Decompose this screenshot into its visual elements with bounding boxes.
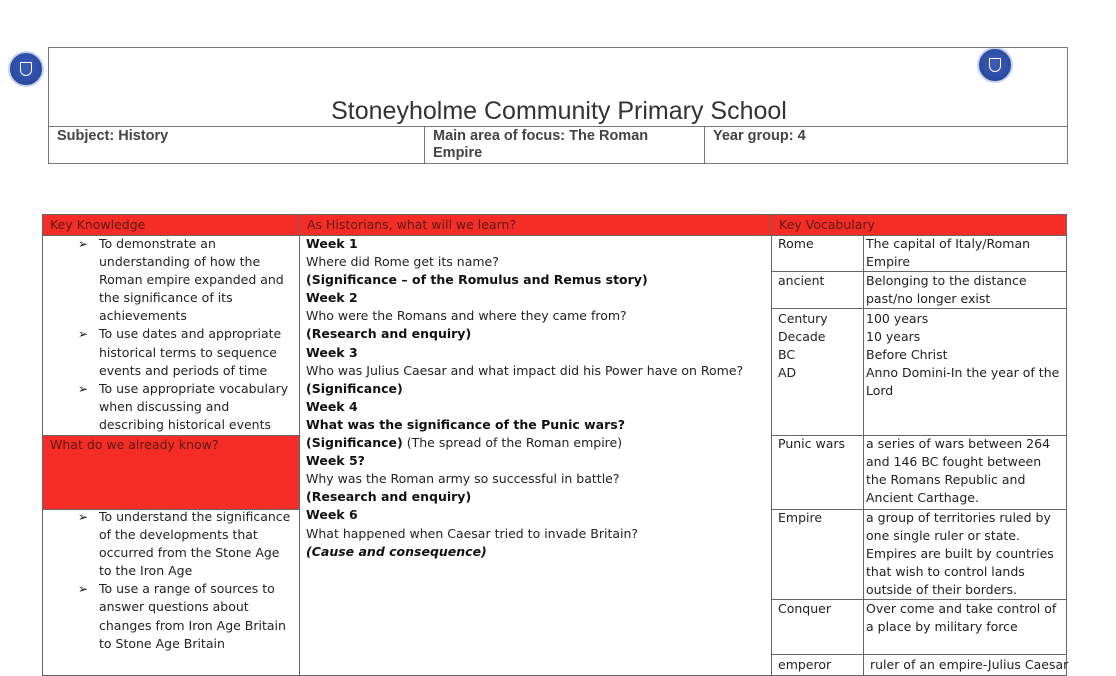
lesson-focus: (Research and enquiry) — [306, 489, 472, 505]
lesson-question: What was the significance of the Punic wars? — [306, 416, 625, 432]
lesson-question: Where did Rome get its name? — [306, 254, 499, 270]
vocab-definition: The capital of Italy/Roman Empire — [866, 236, 1031, 270]
already-know-header-text: What do we already know? — [50, 437, 219, 452]
lesson-question: Who were the Romans and where they came from? — [306, 308, 627, 324]
vocab-definition: a group of territories ruled by one single ruler or state. Empires are built by countries that wish to control lands outside of their borders. — [866, 510, 1054, 598]
vocab-definition: 100 years — [866, 311, 929, 326]
info-row — [48, 126, 1068, 164]
key-vocabulary-header — [772, 215, 1066, 235]
list-item: ➢ To use dates and appropriate historical terms to sequence events and periods of time — [45, 325, 293, 379]
vocab-term: Rome — [778, 236, 814, 251]
lesson-question: Who was Julius Caesar and what impact did his Power have on Rome? — [306, 362, 744, 378]
week-label: Week 2 — [306, 290, 358, 306]
historians-header-text: As Historians, what will we learn? — [307, 217, 517, 232]
lessons-column — [306, 235, 776, 561]
lesson-focus: (Significance) — [306, 435, 403, 451]
list-item: ➢ To use appropriate vocabulary when discussing and describing historical events — [45, 380, 293, 434]
vocab-term: Decade — [778, 329, 826, 344]
lesson-focus: (Significance) — [306, 380, 403, 396]
already-know-header — [43, 435, 299, 509]
vocab-definition: ruler of an empire-Julius Caesar — [866, 657, 1069, 672]
vocab-term: ancient — [778, 273, 825, 288]
vocab-term: BC — [778, 347, 796, 362]
vocab-definition: a series of wars between 264 and 146 BC fought between the Romans Republic and Ancient Carthage. — [866, 436, 1051, 506]
vocab-definition: Belonging to the distance past/no longer exist — [866, 273, 1027, 307]
vocab-term: Conquer — [778, 601, 831, 616]
school-name: Stoneyholme Community Primary School — [331, 97, 787, 125]
list-item: ➢ To use a range of sources to answer questions about changes from Iron Age Britain to Stone Age Britain — [45, 580, 293, 652]
key-knowledge-header — [43, 215, 299, 235]
vocab-definition: 10 years — [866, 329, 921, 344]
week-label: Week 4 — [306, 398, 358, 414]
subject-cell: Subject: History — [57, 128, 169, 144]
col-divider-1 — [299, 215, 300, 675]
week-label: Week 1 — [306, 236, 358, 251]
col-divider-3 — [863, 235, 864, 675]
key-knowledge-header-text: Key Knowledge — [50, 217, 146, 232]
vocab-term: Punic wars — [778, 436, 846, 451]
lesson-focus: (Cause and consequence) — [306, 543, 487, 559]
header-box — [48, 47, 1068, 127]
week-label: Week 3 — [306, 344, 358, 360]
left-row-line-1 — [43, 435, 299, 436]
vocab-term: Century — [778, 311, 828, 326]
vocab-definition: Before Christ — [866, 347, 948, 362]
vocab-term: AD — [778, 365, 797, 380]
key-knowledge-list-2 — [45, 508, 293, 653]
lesson-focus: (Significance – of the Romulus and Remus story) — [306, 272, 648, 288]
lesson-question: What happened when Caesar tried to invade Britain? — [306, 525, 639, 541]
vocab-row-line-6 — [771, 654, 1066, 655]
lesson-question: Why was the Roman army so successful in battle? — [306, 471, 620, 487]
year-group-cell: Year group: 4 — [704, 127, 1067, 163]
school-crest-left-icon — [8, 51, 44, 87]
key-knowledge-list — [45, 235, 293, 434]
list-item: ➢ To demonstrate an understanding of how the Roman empire expanded and the significance of its achievements — [45, 235, 293, 325]
lesson-focus-detail: (The spread of the Roman empire) — [402, 435, 623, 451]
vocab-definition: Anno Domini-In the year of the Lord — [866, 365, 1060, 399]
lesson-focus-line — [306, 434, 776, 452]
vocab-term: Empire — [778, 510, 823, 525]
list-item: ➢ To understand the significance of the developments that occurred from the Stone Age to the Iron Age — [45, 508, 293, 580]
vocab-definition: Over come and take control of a place by military force — [866, 601, 1057, 635]
knowledge-organiser-table — [42, 214, 1067, 676]
key-vocabulary-header-text: Key Vocabulary — [779, 217, 875, 232]
week-label: Week 6 — [306, 507, 358, 523]
vocab-term: emperor — [778, 657, 832, 672]
lesson-focus: (Research and enquiry) — [306, 326, 472, 342]
focus-cell: Main area of focus: The Roman Empire — [424, 127, 704, 163]
week-label: Week 5? — [306, 453, 365, 469]
historians-header — [300, 215, 771, 235]
